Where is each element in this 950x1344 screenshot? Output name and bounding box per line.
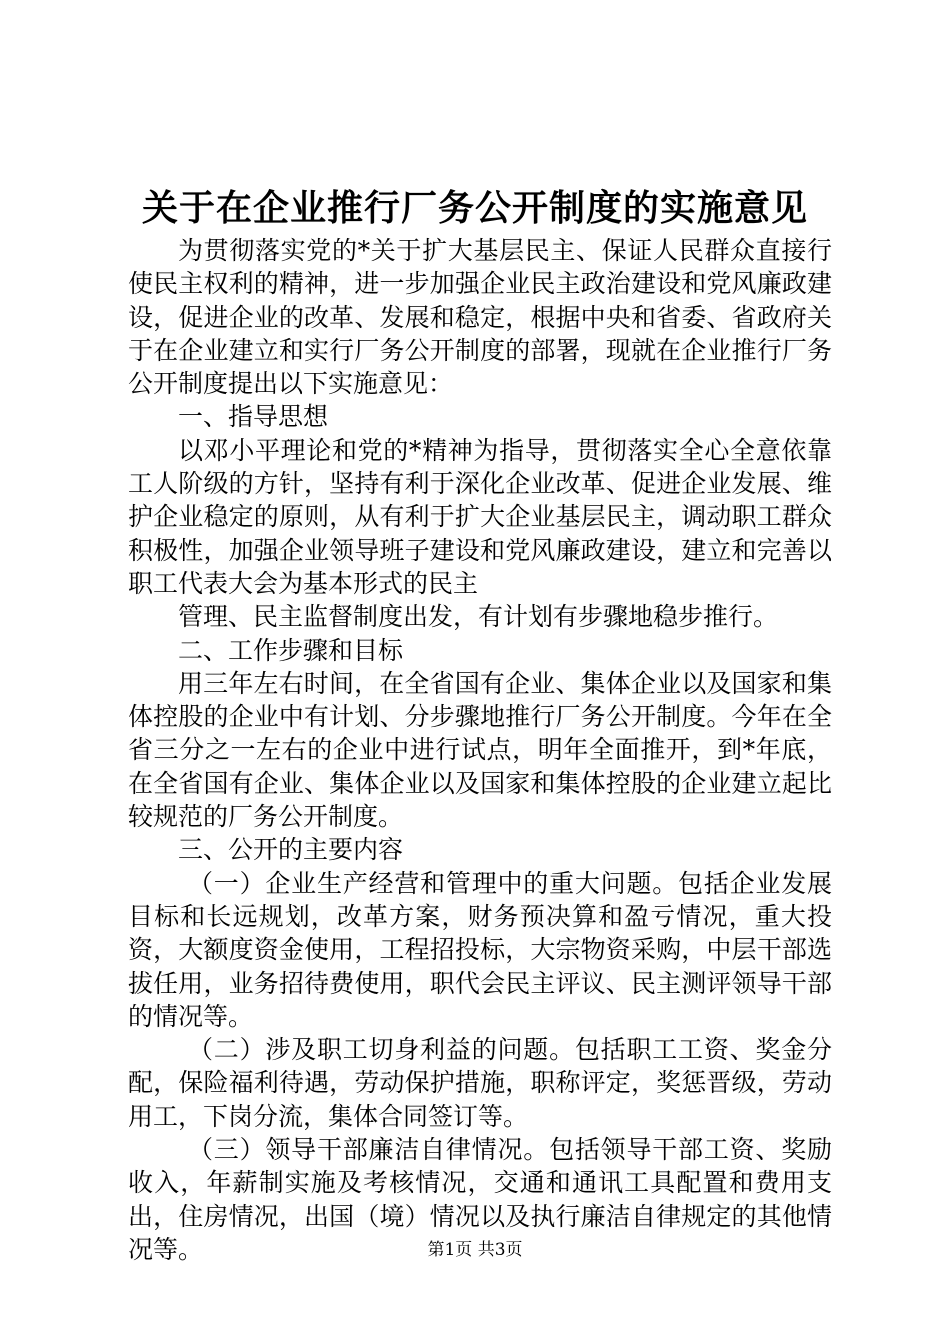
section-heading-guiding-thought: 一、指导思想: [178, 402, 329, 432]
page-footer: 第1页 共3页: [427, 1240, 523, 1260]
guiding-thought-continuation: 管理、民主监督制度出发，有计划有步骤地稳步推行。: [178, 602, 779, 632]
guiding-thought-paragraph: 以邓小平理论和党的*精神为指导，贯彻落实全心全意依靠工人阶级的方针，坚持有利于深化企业改革、促进企业发展、维护企业稳定的原则，从有利于扩大企业基层民主，调动职工群众积极性，加强企业领导班子建设和党风廉政建设，建立和完善以职工代表大会为基本形式的民主: [128, 435, 832, 598]
steps-goals-paragraph: 用三年左右时间，在全省国有企业、集体企业以及国家和集体控股的企业中有计划、分步骤地推行厂务公开制度。今年在全省三分之一左右的企业中进行试点，明年全面推开，到*年底，在全省国有企业、集体企业以及国家和集体控股的企业建立起比较规范的厂务公开制度。: [128, 668, 832, 832]
section-heading-steps-goals: 二、工作步骤和目标: [178, 635, 404, 665]
content-item-1: （一）企业生产经营和管理中的重大问题。包括企业发展目标和长远规划，改革方案，财务预决算和盈亏情况，重大投资，大额度资金使用，工程招投标，大宗物资采购，中层干部选拔任用，业务招待费使用，职代会民主评议、民主测评领导干部的情况等。: [128, 868, 832, 1031]
content-item-2: （二）涉及职工切身利益的问题。包括职工工资、奖金分配，保险福利待遇，劳动保护措施，职称评定，奖惩晋级，劳动用工，下岗分流，集体合同签订等。: [128, 1035, 832, 1131]
document-title: 关于在企业推行厂务公开制度的实施意见: [141, 187, 808, 229]
section-heading-main-content: 三、公开的主要内容: [178, 835, 404, 865]
intro-paragraph: 为贯彻落实党的*关于扩大基层民主、保证人民群众直接行使民主权利的精神，进一步加强企业民主政治建设和党风廉政建设，促进企业的改革、发展和稳定，根据中央和省委、省政府关于在企业建立和实行厂务公开制度的部署，现就在企业推行厂务公开制度提出以下实施意见：: [128, 236, 832, 399]
document-body: [128, 234, 832, 1266]
content-item-3: （三）领导干部廉洁自律情况。包括领导干部工资、奖励收入，年薪制实施及考核情况，交通和通讯工具配置和费用支出，住房情况，出国（境）情况以及执行廉洁自律规定的其他情况等。: [128, 1135, 832, 1264]
